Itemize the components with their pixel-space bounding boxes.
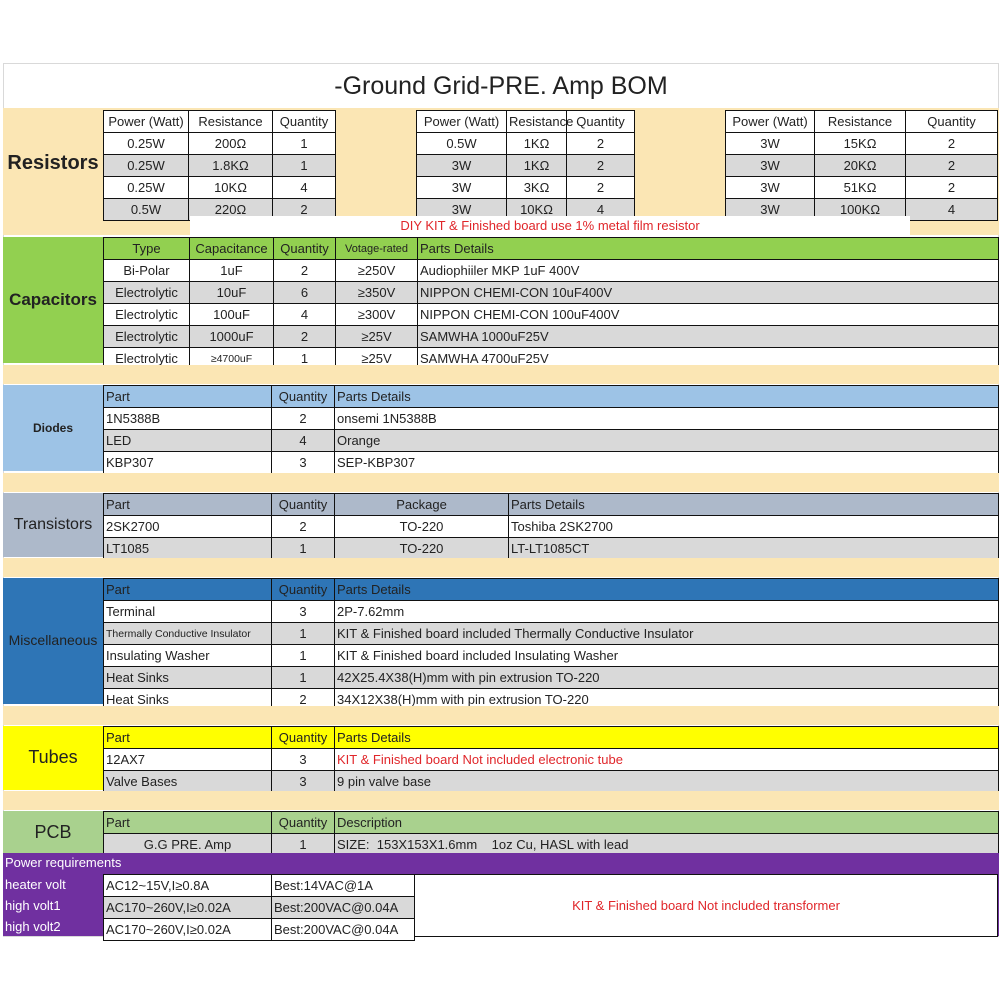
cell: 4 (272, 430, 335, 452)
cell: 1KΩ (507, 133, 567, 155)
resistors-label: Resistors (7, 151, 99, 174)
cell: SAMWHA 1000uF25V (418, 326, 999, 348)
cell: 3 (272, 601, 335, 623)
cell: 3 (272, 749, 335, 771)
cell: 100KΩ (815, 199, 906, 221)
misc-table (103, 578, 999, 711)
cell: Electrolytic (104, 282, 190, 304)
spacer-band (3, 791, 999, 810)
cell: 2 (906, 155, 998, 177)
cell: SIZE: 153X153X1.6mm 1oz Cu, HASL with lead (335, 834, 999, 856)
cell: AC170~260V,I≥0.02A (104, 897, 272, 919)
cell: KBP307 (104, 452, 272, 474)
cell: Toshiba 2SK2700 (509, 516, 999, 538)
cell: Heat Sinks (104, 667, 272, 689)
cell: 15KΩ (815, 133, 906, 155)
power-table (103, 874, 415, 941)
header-package: Package (335, 494, 509, 516)
cell: 2 (272, 408, 335, 430)
header-power: Power (Watt) (417, 111, 507, 133)
cell: LT-LT1085CT (509, 538, 999, 560)
cell: 1 (273, 133, 336, 155)
cell: 3 (272, 771, 335, 793)
cell: Audiophiiler MKP 1uF 400V (418, 260, 999, 282)
cell: 1 (272, 538, 335, 560)
cell: 10KΩ (189, 177, 273, 199)
cell: Valve Bases (104, 771, 272, 793)
header-parts-details: Parts Details (335, 579, 999, 601)
transistors-label: Transistors (13, 516, 93, 533)
cell: 200Ω (189, 133, 273, 155)
cell: ≥4700uF (190, 348, 274, 370)
misc-label: Miscellaneous (8, 632, 98, 648)
cell: 2 (567, 133, 635, 155)
cell: 2 (567, 155, 635, 177)
spacer-band (3, 473, 999, 492)
cell: 3W (726, 199, 815, 221)
cell: 3KΩ (507, 177, 567, 199)
cell: Electrolytic (104, 348, 190, 370)
cell: 0.5W (417, 133, 507, 155)
header-part: Part (104, 386, 272, 408)
header-quantity: Quantity (272, 579, 335, 601)
cell: KIT & Finished board included Insulating Washer (335, 645, 999, 667)
cell: ≥300V (336, 304, 418, 326)
cell: 2 (567, 177, 635, 199)
cell: 0.25W (104, 177, 189, 199)
cell: 3W (726, 133, 815, 155)
cell: 2 (272, 689, 335, 711)
cell: 2 (273, 199, 336, 221)
cell: SEP-KBP307 (335, 452, 999, 474)
cell: TO-220 (335, 516, 509, 538)
power-row-label: heater volt (5, 877, 66, 892)
cell: Heat Sinks (104, 689, 272, 711)
header-quantity: Quantity (272, 727, 335, 749)
cell: 3W (726, 177, 815, 199)
pcb-table (103, 811, 999, 856)
spacer-band (3, 365, 999, 384)
cell: KIT & Finished board included Thermally Conductive Insulator (335, 623, 999, 645)
header-quantity: Quantity (274, 238, 336, 260)
header-part: Part (104, 494, 272, 516)
cell: 3W (726, 155, 815, 177)
spacer-band (3, 558, 999, 577)
header-quantity: Quantity (273, 111, 336, 133)
cell: 1 (272, 645, 335, 667)
cell: 34X12X38(H)mm with pin extrusion TO-220 (335, 689, 999, 711)
cell: 3W (417, 199, 507, 221)
cell: 0.5W (104, 199, 189, 221)
power-title: Power requirements (5, 855, 122, 870)
header-description: Description (335, 812, 999, 834)
cell: 4 (567, 199, 635, 221)
header-resistance: Resistance (815, 111, 906, 133)
cell: Terminal (104, 601, 272, 623)
cell: Electrolytic (104, 326, 190, 348)
tubes-table (103, 726, 999, 793)
header-part: Part (104, 812, 272, 834)
cell: G.G PRE. Amp (104, 834, 272, 856)
cell: 1 (272, 834, 335, 856)
header-quantity: Quantity (272, 386, 335, 408)
cell: 2SK2700 (104, 516, 272, 538)
cell: 2 (906, 177, 998, 199)
cell: 2 (906, 133, 998, 155)
header-power: Power (Watt) (104, 111, 189, 133)
cell: Best:200VAC@0.04A (272, 897, 415, 919)
cell: 4 (906, 199, 998, 221)
resistors-table-3 (725, 110, 998, 221)
cell: AC12~15V,I≥0.8A (104, 875, 272, 897)
cell: TO-220 (335, 538, 509, 560)
header-type: Type (104, 238, 190, 260)
cell: 1 (274, 348, 336, 370)
cell: 1.8KΩ (189, 155, 273, 177)
header-parts-details: Parts Details (418, 238, 999, 260)
cell: 1 (272, 667, 335, 689)
cell: onsemi 1N5388B (335, 408, 999, 430)
cell: 0.25W (104, 133, 189, 155)
cell: 220Ω (189, 199, 273, 221)
cell: LED (104, 430, 272, 452)
cell: 20KΩ (815, 155, 906, 177)
cell: LT1085 (104, 538, 272, 560)
cell: 6 (274, 282, 336, 304)
header-capacitance: Capacitance (190, 238, 274, 260)
diodes-label: Diodes (32, 421, 73, 435)
cell: 2 (274, 260, 336, 282)
header-quantity: Quantity (272, 494, 335, 516)
cell: Electrolytic (104, 304, 190, 326)
cell: 1 (273, 155, 336, 177)
power-row-label: high volt1 (5, 898, 61, 913)
cell: 100uF (190, 304, 274, 326)
power-note: KIT & Finished board Not included transformer (414, 874, 998, 937)
header-quantity: Quantity (272, 812, 335, 834)
spacer-band (3, 706, 999, 725)
header-resistance: Resistance (507, 111, 567, 133)
cell: 2P-7.62mm (335, 601, 999, 623)
cell: Best:200VAC@0.04A (272, 919, 415, 941)
cell: AC170~260V,I≥0.02A (104, 919, 272, 941)
cell: 42X25.4X38(H)mm with pin extrusion TO-220 (335, 667, 999, 689)
cell: 2 (274, 326, 336, 348)
cell: KIT & Finished board Not included electronic tube (335, 749, 999, 771)
cell: Thermally Conductive Insulator (104, 623, 272, 645)
header-part: Part (104, 579, 272, 601)
cell: 1uF (190, 260, 274, 282)
cell: NIPPON CHEMI-CON 10uF400V (418, 282, 999, 304)
header-parts-details: Parts Details (509, 494, 999, 516)
header-quantity: Quantity (567, 111, 635, 133)
cell: Bi-Polar (104, 260, 190, 282)
cell: 51KΩ (815, 177, 906, 199)
cell: SAMWHA 4700uF25V (418, 348, 999, 370)
header-quantity: Quantity (906, 111, 998, 133)
header-voltage-rated: Votage-rated (336, 238, 418, 260)
cell: 10KΩ (507, 199, 567, 221)
pcb-label: PCB (34, 821, 72, 842)
cell: 1 (272, 623, 335, 645)
header-resistance: Resistance (189, 111, 273, 133)
cell: Orange (335, 430, 999, 452)
cell: 4 (273, 177, 336, 199)
cell: 2 (272, 516, 335, 538)
cell: 10uF (190, 282, 274, 304)
cell: 9 pin valve base (335, 771, 999, 793)
diodes-table (103, 385, 999, 474)
cell: ≥350V (336, 282, 418, 304)
cell: 12AX7 (104, 749, 272, 771)
cell: 1N5388B (104, 408, 272, 430)
cell: 3W (417, 155, 507, 177)
cell: 0.25W (104, 155, 189, 177)
cell: 1000uF (190, 326, 274, 348)
cell: 3W (417, 177, 507, 199)
header-parts-details: Parts Details (335, 386, 999, 408)
header-parts-details: Parts Details (335, 727, 999, 749)
resistors-table-2 (416, 110, 635, 221)
capacitors-table (103, 237, 999, 370)
cell: ≥25V (336, 326, 418, 348)
cell: ≥250V (336, 260, 418, 282)
capacitors-label: Capacitors (9, 290, 97, 309)
power-row-label: high volt2 (5, 919, 61, 934)
transistors-table (103, 493, 999, 560)
tubes-label: Tubes (28, 746, 78, 767)
header-part: Part (104, 727, 272, 749)
resistor-note: DIY KIT & Finished board use 1% metal film resistor (190, 216, 910, 235)
cell: Insulating Washer (104, 645, 272, 667)
cell: ≥25V (336, 348, 418, 370)
cell: 3 (272, 452, 335, 474)
cell: Best:14VAC@1A (272, 875, 415, 897)
cell: 1KΩ (507, 155, 567, 177)
header-power: Power (Watt) (726, 111, 815, 133)
cell: 4 (274, 304, 336, 326)
cell: NIPPON CHEMI-CON 100uF400V (418, 304, 999, 326)
page-title: -Ground Grid-PRE. Amp BOM (334, 72, 668, 100)
resistors-table-1 (103, 110, 336, 221)
